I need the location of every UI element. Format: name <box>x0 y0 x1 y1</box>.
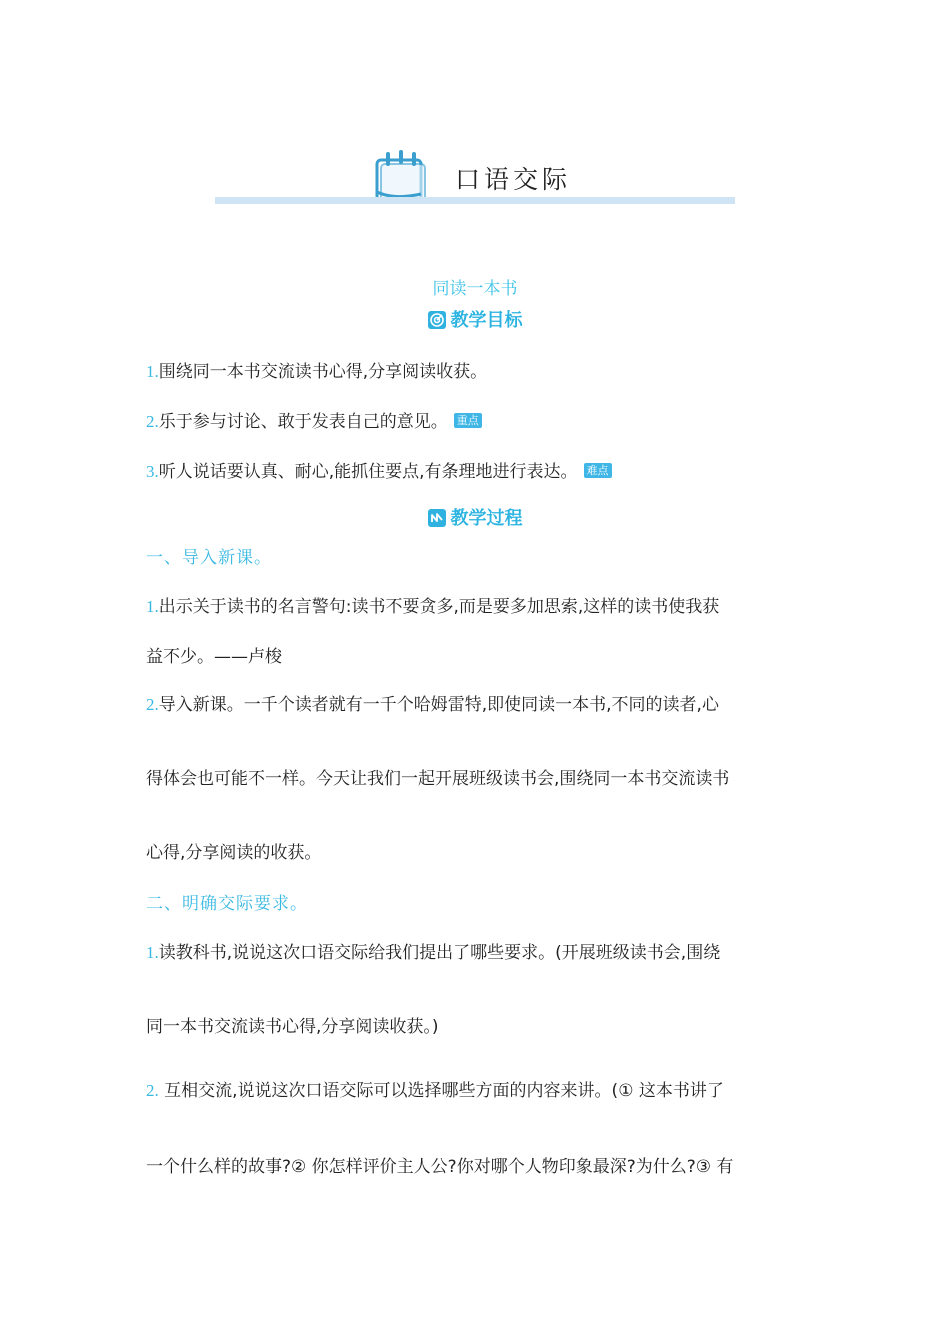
item-number: 1. <box>146 597 159 616</box>
item-text: 读教科书,说说这次口语交际给我们提出了哪些要求。(开展班级读书会,围绕 <box>158 943 721 963</box>
goal-item <box>146 357 487 382</box>
paragraph-line <box>146 938 720 963</box>
item-text: 互相交流,说说这次口语交际可以选择哪些方面的内容来讲。(① 这本书讲了 <box>158 1081 724 1101</box>
goal-number: 2. <box>146 412 159 431</box>
paragraph-line <box>146 690 719 715</box>
paragraph-line: 得体会也可能不一样。今天让我们一起开展班级读书会,围绕同一本书交流读书 <box>146 769 730 789</box>
item-text: 导入新课。一千个读者就有一千个哈姆雷特,即使同读一本书,不同的读者,心 <box>158 695 719 715</box>
part1-heading: 一、导入新课。 <box>146 548 272 568</box>
paragraph-line: 一个什么样的故事?② 你怎样评价主人公?你对哪个人物印象最深?为什么?③ 有 <box>146 1157 734 1177</box>
lesson-subtitle: 同读一本书 <box>432 279 518 299</box>
page-title: 口语交际 <box>455 165 572 194</box>
notebook-icon <box>374 148 428 204</box>
item-number: 1. <box>146 943 159 962</box>
target-icon <box>428 311 446 329</box>
goal-text: 围绕同一本书交流读书心得,分享阅读收获。 <box>158 362 488 382</box>
goals-heading <box>0 306 950 332</box>
goal-number: 1. <box>146 362 159 381</box>
item-number: 2. <box>146 1081 159 1100</box>
process-heading <box>0 504 950 530</box>
part2-heading: 二、明确交际要求。 <box>146 894 308 914</box>
goals-heading-label: 教学目标 <box>450 310 523 331</box>
goal-text: 听人说话要认真、耐心,能抓住要点,有条理地进行表达。 <box>158 462 578 482</box>
goal-item <box>146 407 482 432</box>
item-text: 出示关于读书的名言警句:读书不要贪多,而是要多加思索,这样的读书使我获 <box>158 597 720 617</box>
paragraph-line: 益不少。——卢梭 <box>146 647 282 667</box>
title-underline <box>215 197 735 204</box>
goal-text: 乐于参与讨论、敢于发表自己的意见。 <box>158 412 448 432</box>
process-icon <box>428 509 446 527</box>
difficulty-badge: 难点 <box>584 463 612 478</box>
item-number: 2. <box>146 695 159 714</box>
process-heading-label: 教学过程 <box>450 508 523 529</box>
key-point-badge: 重点 <box>454 413 482 428</box>
paragraph-line <box>146 1076 724 1101</box>
paragraph-line: 心得,分享阅读的收获。 <box>146 843 322 863</box>
goal-number: 3. <box>146 462 159 481</box>
paragraph-line <box>146 592 719 617</box>
paragraph-line: 同一本书交流读书心得,分享阅读收获。) <box>146 1017 439 1037</box>
goal-item <box>146 457 612 482</box>
